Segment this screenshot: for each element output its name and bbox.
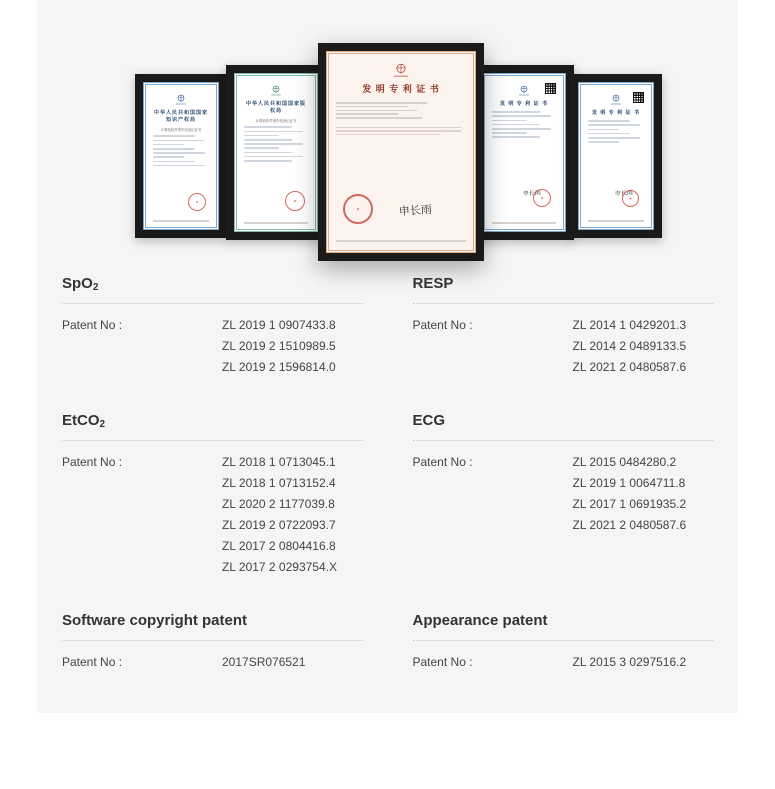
certificate-title: 发 明 专 利 证 书 (362, 84, 440, 94)
certificate-mat (143, 82, 219, 230)
emblem-icon (516, 84, 532, 98)
certificate-body-lines (336, 102, 466, 119)
section-title-text: SpO (62, 275, 93, 292)
patent-number: ZL 2015 3 0297516.2 (572, 655, 687, 669)
section-title-subscript: 2 (99, 419, 106, 430)
section-title-text: RESP (412, 275, 454, 292)
section-title-text: Appearance patent (412, 612, 548, 629)
emblem-icon (268, 84, 284, 98)
certificate-subtitle: 计算机软件著作权登记证书 (160, 127, 202, 132)
certificate-title: 中华人民共和国国家知识产权局 (153, 110, 208, 124)
section-ecg (413, 412, 714, 578)
patent-row (62, 652, 363, 673)
certificate-body-lines (244, 126, 308, 161)
section-divider (413, 303, 714, 304)
patent-number: ZL 2018 1 0713045.1 (222, 455, 336, 469)
certificate-frame-3[interactable] (318, 43, 484, 261)
patent-number: ZL 2017 1 0691935.2 (572, 497, 687, 511)
certificate-footer (588, 220, 644, 222)
emblem-icon (390, 62, 412, 80)
patent-number: ZL 2021 2 0480587.6 (572, 518, 687, 532)
patent-number: ZL 2020 2 1177039.8 (222, 497, 335, 511)
patent-number: ZL 2019 1 0064711.8 (572, 476, 686, 490)
certificate-frame-2[interactable] (226, 65, 326, 240)
section-title-software (62, 612, 363, 630)
patent-label: Patent No : (412, 318, 473, 332)
patent-number: ZL 2014 1 0429201.3 (572, 318, 687, 332)
certificate-mat (326, 51, 476, 253)
certificate-footer (492, 222, 556, 224)
qr-code (544, 82, 557, 95)
patent-number: ZL 2019 1 0907433.8 (222, 318, 336, 332)
official-seal (285, 191, 305, 211)
content-panel (37, 0, 738, 713)
patent-values (573, 315, 687, 378)
patent-values (222, 652, 305, 673)
section-divider (413, 440, 714, 441)
certificate-frame-4[interactable] (474, 65, 574, 240)
certificate-signature: 申长雨 (614, 190, 634, 198)
emblem-icon (608, 93, 624, 107)
section-divider (62, 640, 363, 641)
certificate-footer (244, 222, 308, 224)
section-resp (413, 275, 714, 378)
patent-number: ZL 2017 2 0293754.X (222, 560, 337, 574)
patent-values (222, 315, 336, 378)
patent-row (62, 315, 363, 378)
official-seal (343, 194, 373, 224)
certificate-signature: 申长雨 (522, 190, 542, 198)
certificate-document-1 (143, 82, 219, 230)
section-divider (62, 440, 363, 441)
patent-row-2 (37, 412, 738, 578)
section-title-text: ECG (412, 412, 446, 429)
patent-number: 2017SR076521 (222, 655, 306, 669)
certificate-document-2 (234, 73, 318, 232)
patent-row (62, 452, 363, 578)
section-spo2 (62, 275, 363, 378)
certificate-document-5 (578, 82, 654, 230)
patent-values (222, 452, 337, 578)
emblem-icon (173, 93, 189, 107)
section-appearance (413, 612, 714, 673)
section-title-spo2 (62, 275, 363, 293)
patent-row (413, 315, 714, 378)
official-seal (622, 190, 639, 207)
patent-number: ZL 2018 1 0713152.4 (222, 476, 336, 490)
certificate-mat (578, 82, 654, 230)
certificate-mat (482, 73, 566, 232)
certificate-title: 发 明 专 利 证 书 (500, 101, 548, 107)
patent-number: ZL 2019 2 1596814.0 (222, 360, 336, 374)
qr-code (632, 91, 645, 104)
certificate-subtitle: 计算机软件著作权登记证书 (255, 118, 297, 123)
section-title-subscript: 2 (92, 282, 99, 293)
patent-label: Patent No : (412, 455, 473, 469)
section-title-text: EtCO (62, 412, 100, 429)
certificate-signature: 申长雨 (398, 203, 433, 219)
certificate-gallery (37, 0, 738, 275)
certificate-footer (336, 240, 466, 242)
certificate-title: 发 明 专 利 证 书 (592, 110, 640, 116)
patent-row-1 (37, 275, 738, 378)
section-divider (413, 640, 714, 641)
section-title-ecg (413, 412, 714, 430)
section-software-copyright (62, 612, 363, 673)
patent-number: ZL 2021 2 0480587.6 (572, 360, 687, 374)
row-spacer (37, 578, 738, 612)
patent-row-3 (37, 612, 738, 673)
certificate-body-lines (588, 120, 644, 143)
patent-tables (37, 275, 738, 673)
patent-label: Patent No : (62, 455, 123, 469)
patent-label: Patent No : (62, 655, 123, 669)
patent-number: ZL 2019 2 1510989.5 (222, 339, 336, 353)
patent-row (413, 652, 714, 673)
certificate-paragraph (336, 127, 466, 135)
section-title-resp (413, 275, 714, 293)
certificate-document-4 (482, 73, 566, 232)
patent-label: Patent No : (412, 655, 473, 669)
patent-number: ZL 2014 2 0489133.5 (572, 339, 687, 353)
section-title-etco2 (62, 412, 363, 430)
official-seal (533, 189, 551, 207)
certificate-frame-5[interactable] (570, 74, 662, 238)
patent-number: ZL 2015 0484280.2 (572, 455, 677, 469)
row-spacer (37, 378, 738, 412)
certificate-mat (234, 73, 318, 232)
certificate-body-lines (492, 111, 556, 138)
section-title-text: Software copyright patent (62, 612, 248, 629)
certificate-body-lines (153, 135, 209, 166)
patent-label: Patent No : (62, 318, 123, 332)
certificate-frame-1[interactable] (135, 74, 227, 238)
section-divider (62, 303, 363, 304)
patent-values (573, 452, 687, 536)
patent-number: ZL 2019 2 0722093.7 (222, 518, 336, 532)
section-title-appearance (413, 612, 714, 630)
patent-number: ZL 2017 2 0804416.8 (222, 539, 336, 553)
official-seal (188, 193, 206, 211)
certificate-title: 中华人民共和国国家版权局 (245, 101, 306, 115)
patent-values (573, 652, 687, 673)
certificate-footer (153, 220, 209, 222)
section-etco2 (62, 412, 363, 578)
patent-row (413, 452, 714, 536)
certificate-document-3 (326, 51, 476, 253)
